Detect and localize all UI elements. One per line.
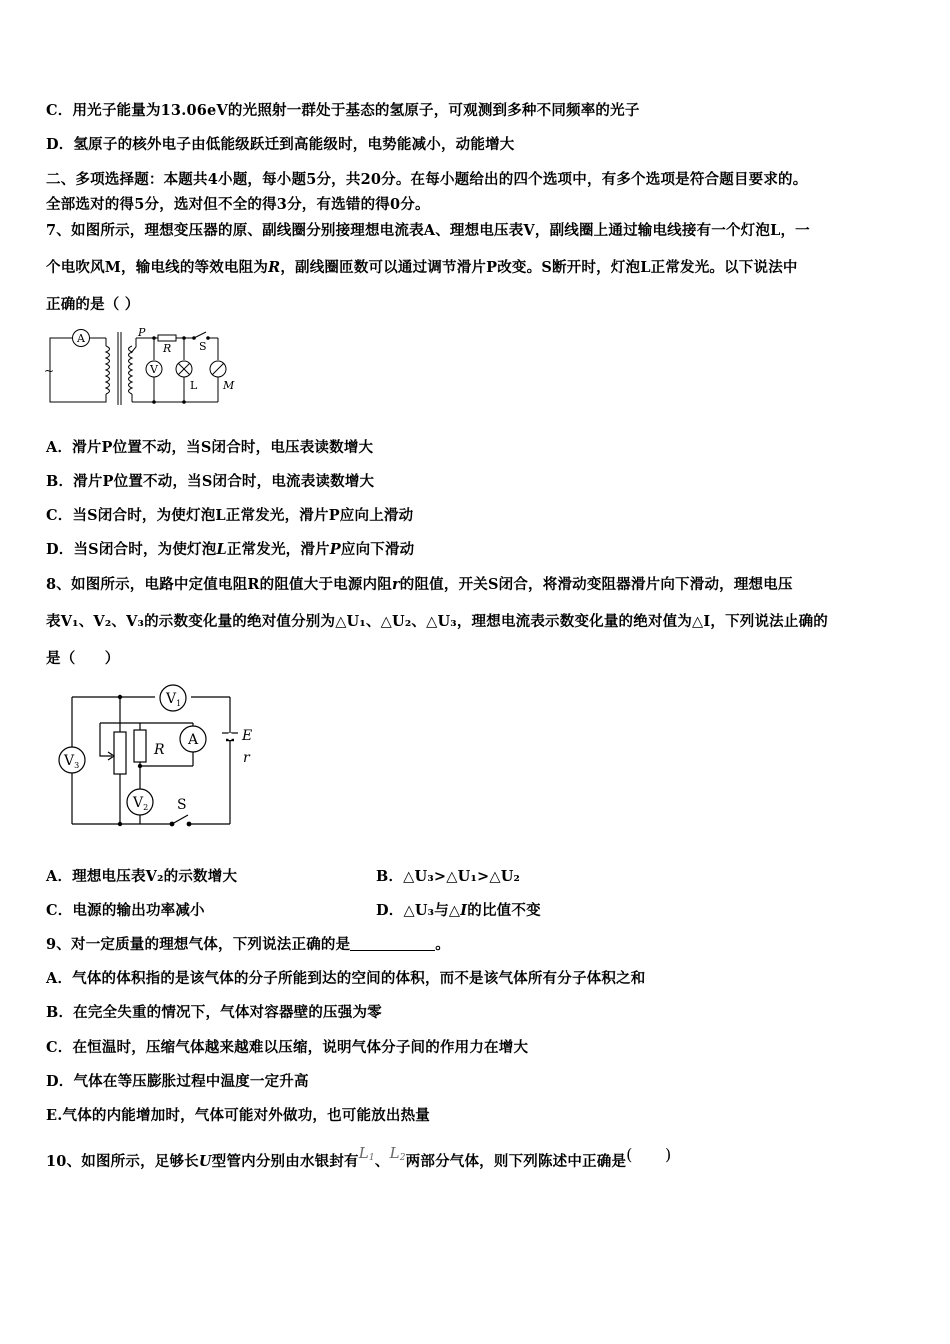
q9-option-e: E.气体的内能增加时，气体可能对外做功，也可能放出热量 [46, 1107, 430, 1124]
q8-v1-label: $V_1$ [166, 691, 182, 708]
q8-switch-label: S [177, 797, 187, 813]
q8-option-d: D．△U₃与△I的比值不变 [376, 902, 541, 919]
q8-circuit-figure [58, 682, 268, 832]
q8-ammeter-label: A [188, 732, 199, 748]
q7-resistor-label: R [163, 342, 172, 355]
q8-option-a: A．理想电压表V₂的示数增大 [46, 868, 238, 885]
q7-lamp-label: L [190, 379, 198, 392]
section2-line2: 全部选对的得5分，选对但不全的得3分，有选错的得0分。 [46, 196, 430, 213]
q8-emf-label: E [242, 728, 253, 744]
q8-stem-line2: 表V₁、V₂、V₃的示数变化量的绝对值分别为△U₁、△U₂、△U₃，理想电流表示数变化量的绝对值为△I，下列说法止确的 [46, 613, 828, 630]
q7-slider-label: P [138, 326, 146, 339]
q7-option-b: B．滑片P位置不动，当S闭合时，电流表读数增大 [46, 473, 375, 490]
section2-line1: 二、多项选择题：本题共4小题，每小题5分，共20分。在每小题给出的四个选项中，有多个选项是符合题目要求的。 [46, 171, 808, 188]
q9-option-c: C．在恒温时，压缩气体越来越难以压缩，说明气体分子间的作用力在增大 [46, 1039, 529, 1056]
q9-option-a: A．气体的体积指的是该气体的分子所能到达的空间的体积，而不是该气体所有分子体积之和 [46, 970, 646, 987]
q7-stem-line2: 个电吹风M，输电线的等效电阻为R，副线圈匝数可以通过调节滑片P改变。S断开时，灯泡L正常发光。以下说法中 [46, 259, 798, 276]
q7-switch-label: S [199, 340, 207, 353]
q7-motor-label: M [223, 379, 235, 392]
q9-option-d: D．气体在等压膨胀过程中温度一定升高 [46, 1073, 309, 1090]
q7-stem-line3: 正确的是（ ） [46, 296, 140, 313]
q8-v2-label: $V_2$ [133, 795, 149, 812]
q9-stem: 9、对一定质量的理想气体，下列说法正确的是 。 [46, 936, 450, 953]
q6-option-d: D．氢原子的核外电子由低能级跃迁到高能级时，电势能减小，动能增大 [46, 136, 515, 153]
q7-stem-line1: 7、如图所示，理想变压器的原、副线圈分别接理想电流表A、理想电压表V，副线圈上通过输电线接有一个灯泡L，一 [46, 222, 810, 239]
q7-option-a: A．滑片P位置不动，当S闭合时，电压表读数增大 [46, 439, 374, 456]
q7-option-d: D．当S闭合时，为使灯泡L正常发光，滑片P应向下滑动 [46, 541, 415, 558]
q8-option-c: C．电源的输出功率减小 [46, 902, 205, 919]
q9-answer-blank [350, 936, 435, 951]
q7-transformer-circuit [44, 325, 244, 407]
q8-stem-line3: 是（ ） [46, 650, 120, 667]
q8-resistor-label: R [154, 742, 165, 758]
q10-stem: 10、如图所示，足够长U型管内分别由水银封有$L_1$、$L_2$两部分气体，则下列陈述中正确是( ) [46, 1144, 672, 1170]
q8-internal-resistance-label: r [243, 750, 250, 766]
q6-option-c: C．用光子能量为13.06eV的光照射一群处于基态的氢原子，可观测到多种不同频率的光子 [46, 102, 640, 119]
q7-voltmeter-label: V [150, 363, 158, 376]
q7-ac-source-label: ~ [44, 364, 55, 378]
q7-ammeter-label: A [77, 332, 85, 345]
q8-stem-line1: 8、如图所示，电路中定值电阻R的阻值大于电源内阻r的阻值，开关S闭合，将滑动变阻器滑片向下滑动，理想电压 [46, 576, 793, 593]
q8-option-b: B．△U₃>△U₁>△U₂ [376, 868, 521, 885]
q9-option-b: B．在完全失重的情况下，气体对容器壁的压强为零 [46, 1004, 382, 1021]
q8-v3-label: $V_3$ [64, 753, 80, 770]
q7-option-c: C．当S闭合时，为使灯泡L正常发光，滑片P应向上滑动 [46, 507, 414, 524]
